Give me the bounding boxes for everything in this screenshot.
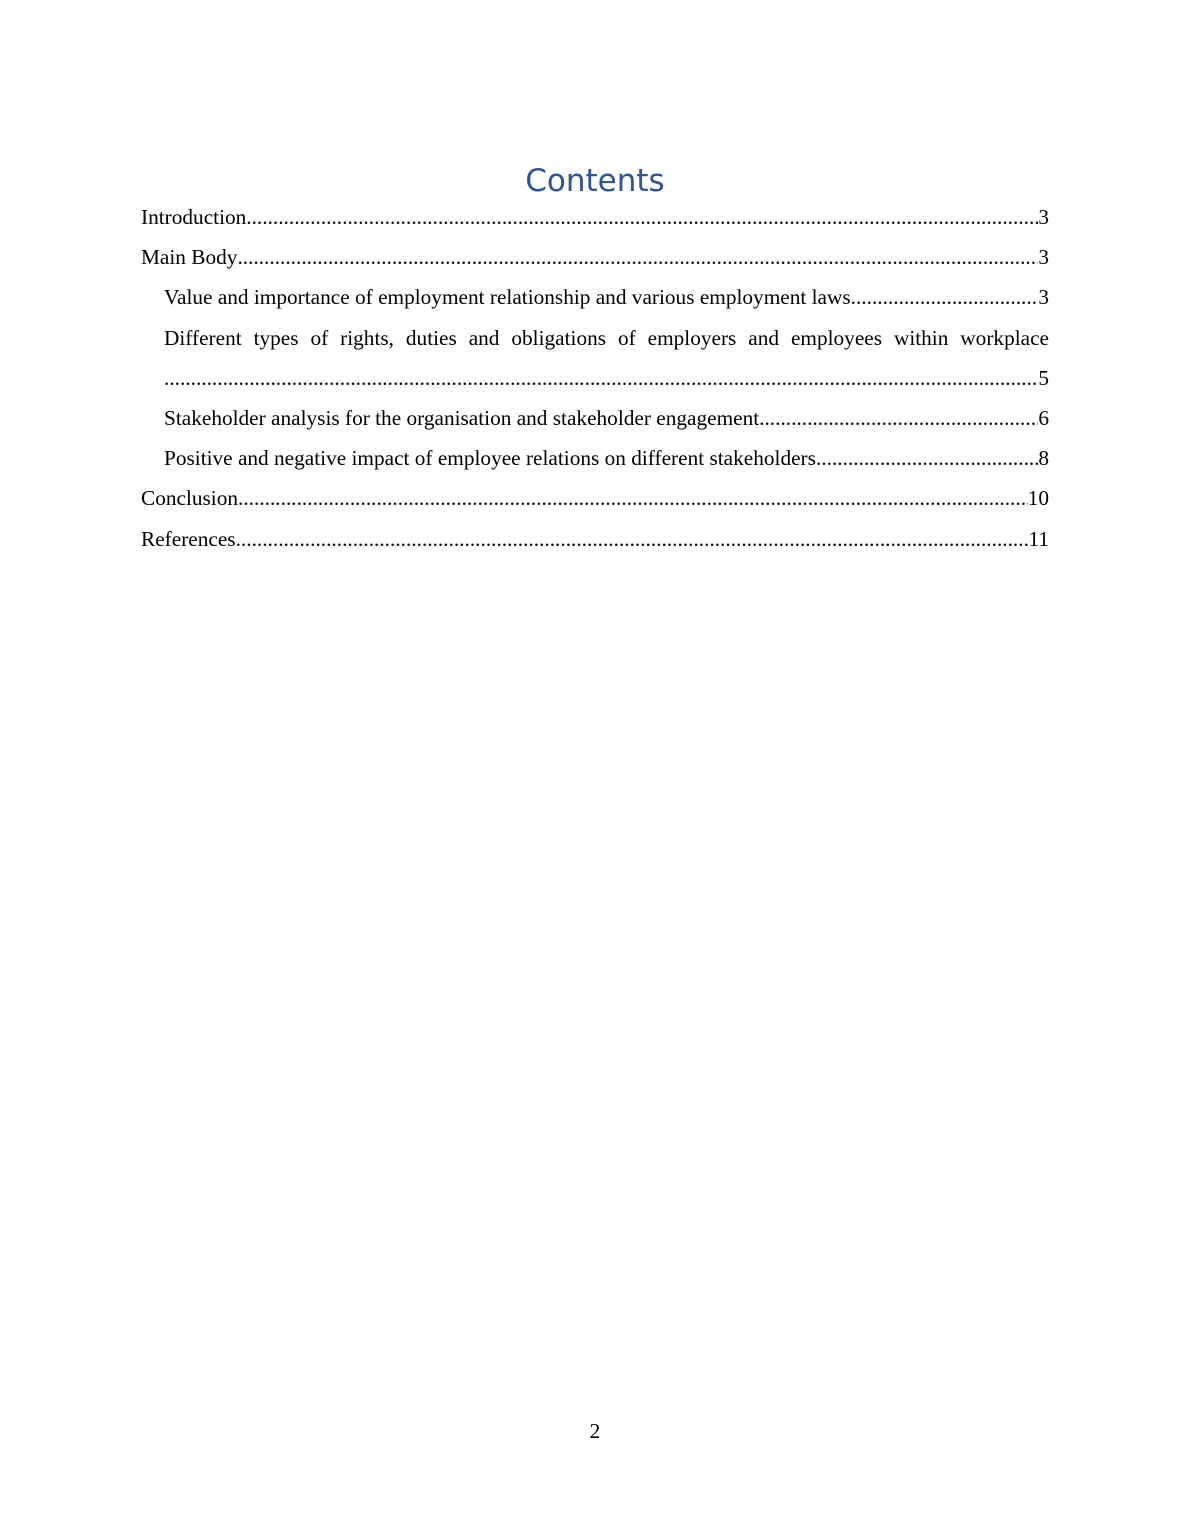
toc-entry-introduction[interactable]: [141, 197, 1049, 237]
toc-entry-page: 3: [1038, 245, 1049, 270]
table-of-contents: [141, 197, 1049, 559]
toc-entry-label: Main Body: [141, 245, 238, 270]
dot-leader: [236, 519, 1029, 559]
toc-entry-page: 3: [1038, 205, 1049, 229]
toc-entry-positive-negative-impact[interactable]: [141, 438, 1049, 478]
toc-entry-main-body[interactable]: [141, 237, 1049, 277]
toc-entry-label: Value and importance of employment relationship and various employment laws: [164, 285, 851, 310]
toc-entry-stakeholder-analysis[interactable]: [141, 398, 1049, 438]
dot-leader: [238, 478, 1028, 518]
toc-entry-conclusion[interactable]: [141, 478, 1049, 518]
toc-entry-page: 10: [1027, 486, 1049, 511]
dot-leader: [759, 398, 1038, 438]
toc-entry-label: Stakeholder analysis for the organisation and stakeholder engagement: [164, 405, 760, 430]
toc-entry-rights-duties[interactable]: [141, 318, 1049, 398]
toc-entry-label: Introduction: [141, 205, 247, 229]
toc-entry-page: 5: [1038, 365, 1049, 390]
toc-entry-page: 3: [1038, 285, 1049, 310]
toc-entry-page: 8: [1038, 446, 1049, 471]
toc-entry-references[interactable]: [141, 519, 1049, 559]
dot-leader: [816, 438, 1038, 478]
toc-entry-label: References: [141, 526, 236, 551]
dot-leader: [164, 358, 1038, 398]
toc-entry-value-importance[interactable]: [141, 277, 1049, 317]
dot-leader: [246, 197, 1038, 237]
toc-entry-label: Conclusion: [141, 486, 239, 511]
dot-leader: [237, 237, 1038, 277]
toc-entry-label: Positive and negative impact of employee relations on different stakeholders: [164, 446, 816, 471]
dot-leader: [851, 277, 1039, 317]
toc-entry-leader-line: [164, 358, 1049, 398]
toc-entry-page: 11: [1028, 526, 1049, 551]
page-number: 2: [589, 1419, 601, 1443]
toc-entry-page: 6: [1038, 405, 1049, 430]
toc-entry-label: Different types of rights, duties and obligations of employers and employees within workplace: [164, 325, 1049, 350]
toc-heading: Contents: [525, 163, 665, 199]
